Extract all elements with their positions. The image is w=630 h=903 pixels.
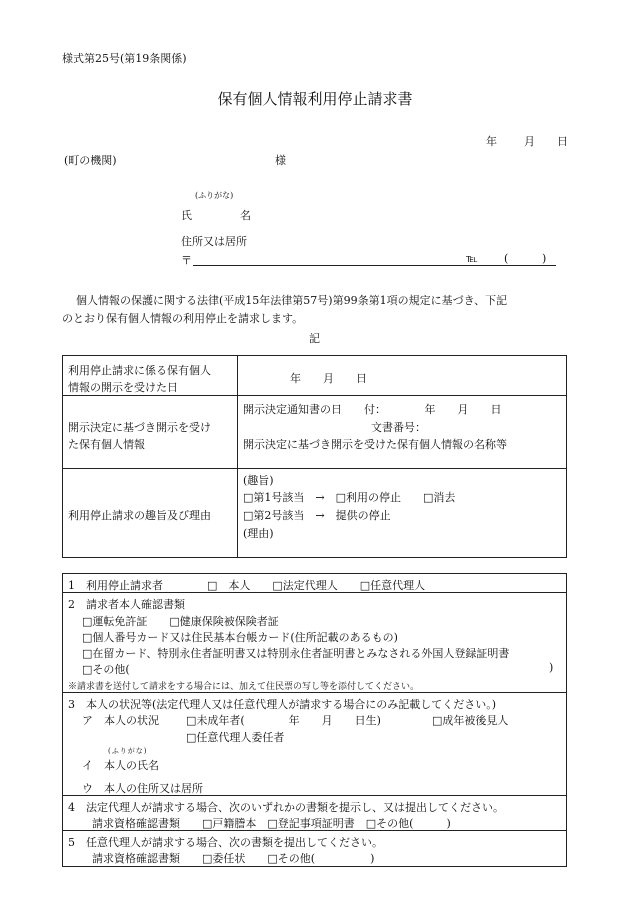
recipient: (町の機関) <box>64 154 117 167</box>
row3-reason-title: (理由) <box>243 527 274 540</box>
tel-paren-close: ) <box>542 252 547 265</box>
postal-mark: 〒 <box>181 254 192 267</box>
adult-ward-checkbox[interactable]: □成年被後見人 <box>432 714 509 727</box>
row1-label-1: 利用停止請求に係る保有個人 <box>68 364 211 377</box>
row2-document-number: 文書番号： <box>371 421 426 434</box>
furigana-label: (ふりがな) <box>195 191 234 200</box>
identity-docs-note: ※請求書を送付して請求をする場合には、加えて住民票の写し等を添付してください。 <box>68 682 420 692</box>
page-title: 保有個人情報利用停止請求書 <box>217 90 413 108</box>
address-label: 住所又は居所 <box>181 235 247 248</box>
row2-label-1: 開示決定に基づき開示を受け <box>68 421 211 434</box>
ki-label: 記 <box>309 332 320 345</box>
principal-address-label: ウ 本人の住所又は居所 <box>82 782 203 795</box>
row3-clause2-checkbox[interactable]: □第2号該当 → 提供の停止 <box>243 509 391 522</box>
row3-label: 利用停止請求の趣旨及び理由 <box>68 509 211 522</box>
date-year: 年 <box>486 135 497 148</box>
principal-status-title: 3 本人の状況等(法定代理人又は任意代理人が請求する場合にのみ記載してください。) <box>68 698 497 711</box>
row2-info-name: 開示決定に基づき開示を受けた保有個人情報の名称等 <box>243 438 507 451</box>
row2-label-2: た保有個人情報 <box>68 438 145 451</box>
principal-furigana-label: (ふりがな) <box>108 747 148 755</box>
principal-agent-checkbox[interactable]: □任意代理人委任者 <box>186 731 285 744</box>
name-label-2: 名 <box>240 209 251 222</box>
identity-docs-line-2[interactable]: □個人番号カード又は住民基本台帳カード(住所記載のあるもの) <box>82 631 398 644</box>
intro-line-2: のとおり保有個人情報の利用停止を請求します。 <box>62 312 304 325</box>
date-day: 日 <box>557 135 568 148</box>
identity-docs-line-1[interactable]: □運転免許証 □健康保険被保険者証 <box>82 615 279 628</box>
identity-docs-line-3[interactable]: □在留カード、特別永住者証明書又は特別永住者証明書とみなされる外国人登録証明書 <box>82 647 510 660</box>
identity-docs-other-close: ) <box>549 661 554 674</box>
legal-agent-docs[interactable]: 請求資格確認書類 □戸籍謄本 □登記事項証明書 □その他( ) <box>92 817 451 830</box>
legal-agent-title: 4 法定代理人が請求する場合、次のいずれかの書類を提示し、又は提出してください。 <box>68 801 504 814</box>
honorific: 様 <box>275 154 286 167</box>
principal-status-label: ア 本人の状況 <box>82 714 159 727</box>
date-month: 月 <box>524 135 535 148</box>
identity-docs-title: 2 請求者本人確認書類 <box>68 598 185 611</box>
voluntary-agent-title: 5 任意代理人が請求する場合、次の書類を提出してください。 <box>68 836 383 849</box>
row3-purpose-title: (趣旨) <box>243 474 274 487</box>
row3-clause1-checkbox[interactable]: □第1号該当 → □利用の停止 □消去 <box>243 491 456 504</box>
identity-docs-other[interactable]: □その他( <box>82 663 130 676</box>
row2-notice-date: 開示決定通知書の日 付： 年 月 日 <box>243 403 502 416</box>
intro-line-1: 個人情報の保護に関する法律(平成15年法律第57号)第99条第1項の規定に基づき、下記 <box>76 294 508 307</box>
minor-checkbox[interactable]: □未成年者( 年 月 日生) <box>186 714 381 727</box>
requester-type-options[interactable]: 1 利用停止請求者 □ 本人 □法定代理人 □任意代理人 <box>68 579 426 592</box>
principal-name-label: イ 本人の氏名 <box>82 759 159 772</box>
tel-paren-open: ( <box>504 252 509 265</box>
form-number: 様式第25号(第19条関係) <box>62 52 187 65</box>
name-label-1: 氏 <box>181 209 192 222</box>
tel-icon: ℡ <box>466 252 478 265</box>
voluntary-agent-docs[interactable]: 請求資格確認書類 □委任状 □その他( ) <box>92 852 375 865</box>
row1-label-2: 情報の開示を受けた日 <box>68 381 178 394</box>
row1-date: 年 月 日 <box>290 372 367 385</box>
address-underline <box>193 265 556 266</box>
